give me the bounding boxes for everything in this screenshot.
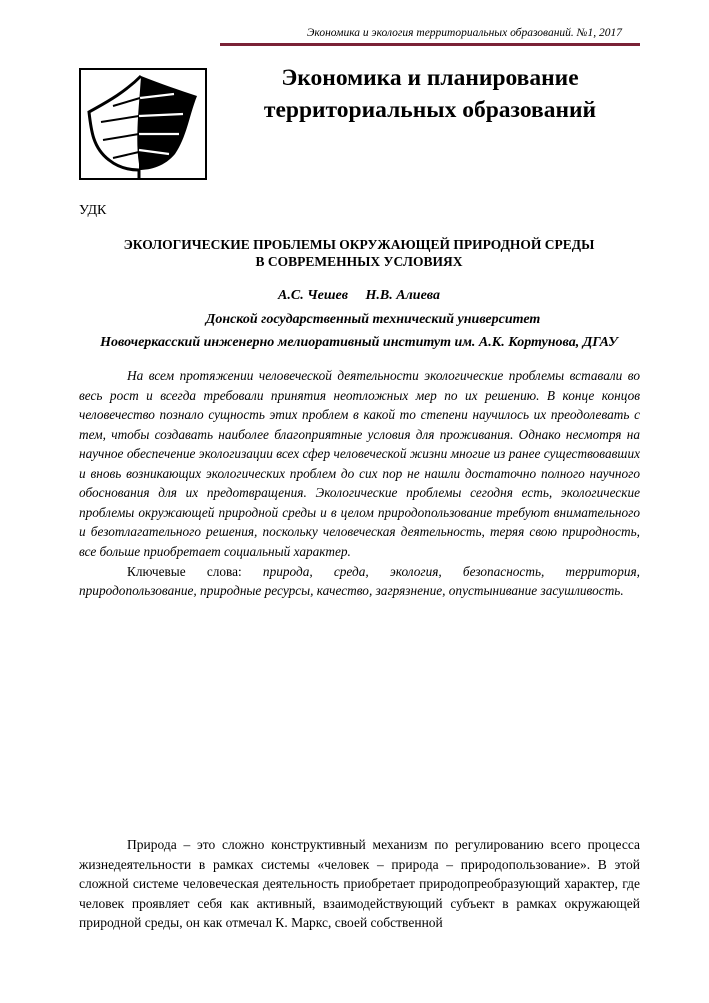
author-name: Н.В. Алиева <box>365 288 440 303</box>
article-title-line: ЭКОЛОГИЧЕСКИЕ ПРОБЛЕМЫ ОКРУЖАЮЩЕЙ ПРИРОДНОЙ СРЕДЫ <box>123 237 595 252</box>
abstract: На всем протяжении человеческой деятельности экологические проблемы вставали во весь рост и всегда требовали принятия неотложных мер по их решению. В конце концов человечество познало сущность этих проблем в какой то степени научилось их преодолевать с тем, чтобы создавать наиболее благоприятные условия для проживания. Однако несмотря на научное обеспечение экологизации всех сфер человеческой жизни многие из ранее существовавших и вновь возникающих экологических проблем до сих пор не нашли достаточно полного научного обоснования для их предотвращения. Экологические проблемы сегодня есть, экологические проблемы окружающей природной среды и в целом природопользование требуют внимательного и безотлагательного решения, поскольку человеческая деятельность, теряя свою природность, все больше приобретает социальный характер. <box>79 368 640 559</box>
author-name: А.С. Чешев <box>278 288 349 303</box>
keywords-list: природа, среда, экология, безопасность, территория, природопользование, природные ресурсы, качество, загрязнение, опустынивание засушливость. <box>79 564 641 598</box>
leaf-icon <box>79 68 207 180</box>
body-paragraph: Природа – это сложно конструктивный механизм по регулированию всего процесса жизнедеятельности в рамках системы «человек – природа – природопользование». В этой сложной системе человеческая деятельность приобретает природопреобразующий характер, где человек проявляет себя как активный, взаимодействующий субъект в рамках окружающей природной среды, он как отмечал К. Маркс, своей собственной <box>79 837 640 931</box>
keywords-label: Ключевые слова: <box>127 564 242 579</box>
section-title: Экономика и планирование территориальных образований <box>263 65 597 123</box>
article-title <box>79 236 639 270</box>
authors <box>79 288 639 304</box>
header-rule <box>220 43 640 46</box>
article-title-line: В СОВРЕМЕННЫХ УСЛОВИЯХ <box>255 254 463 269</box>
running-head: Экономика и экология территориальных образований. №1, 2017 <box>306 27 622 39</box>
udk-label: УДК <box>79 203 107 218</box>
keywords <box>79 562 640 600</box>
affiliation: Новочеркасский инженерно мелиоративный институт им. А.К. Кортунова, ДГАУ <box>100 335 618 350</box>
affiliation: Донской государственный технический университет <box>205 312 541 327</box>
